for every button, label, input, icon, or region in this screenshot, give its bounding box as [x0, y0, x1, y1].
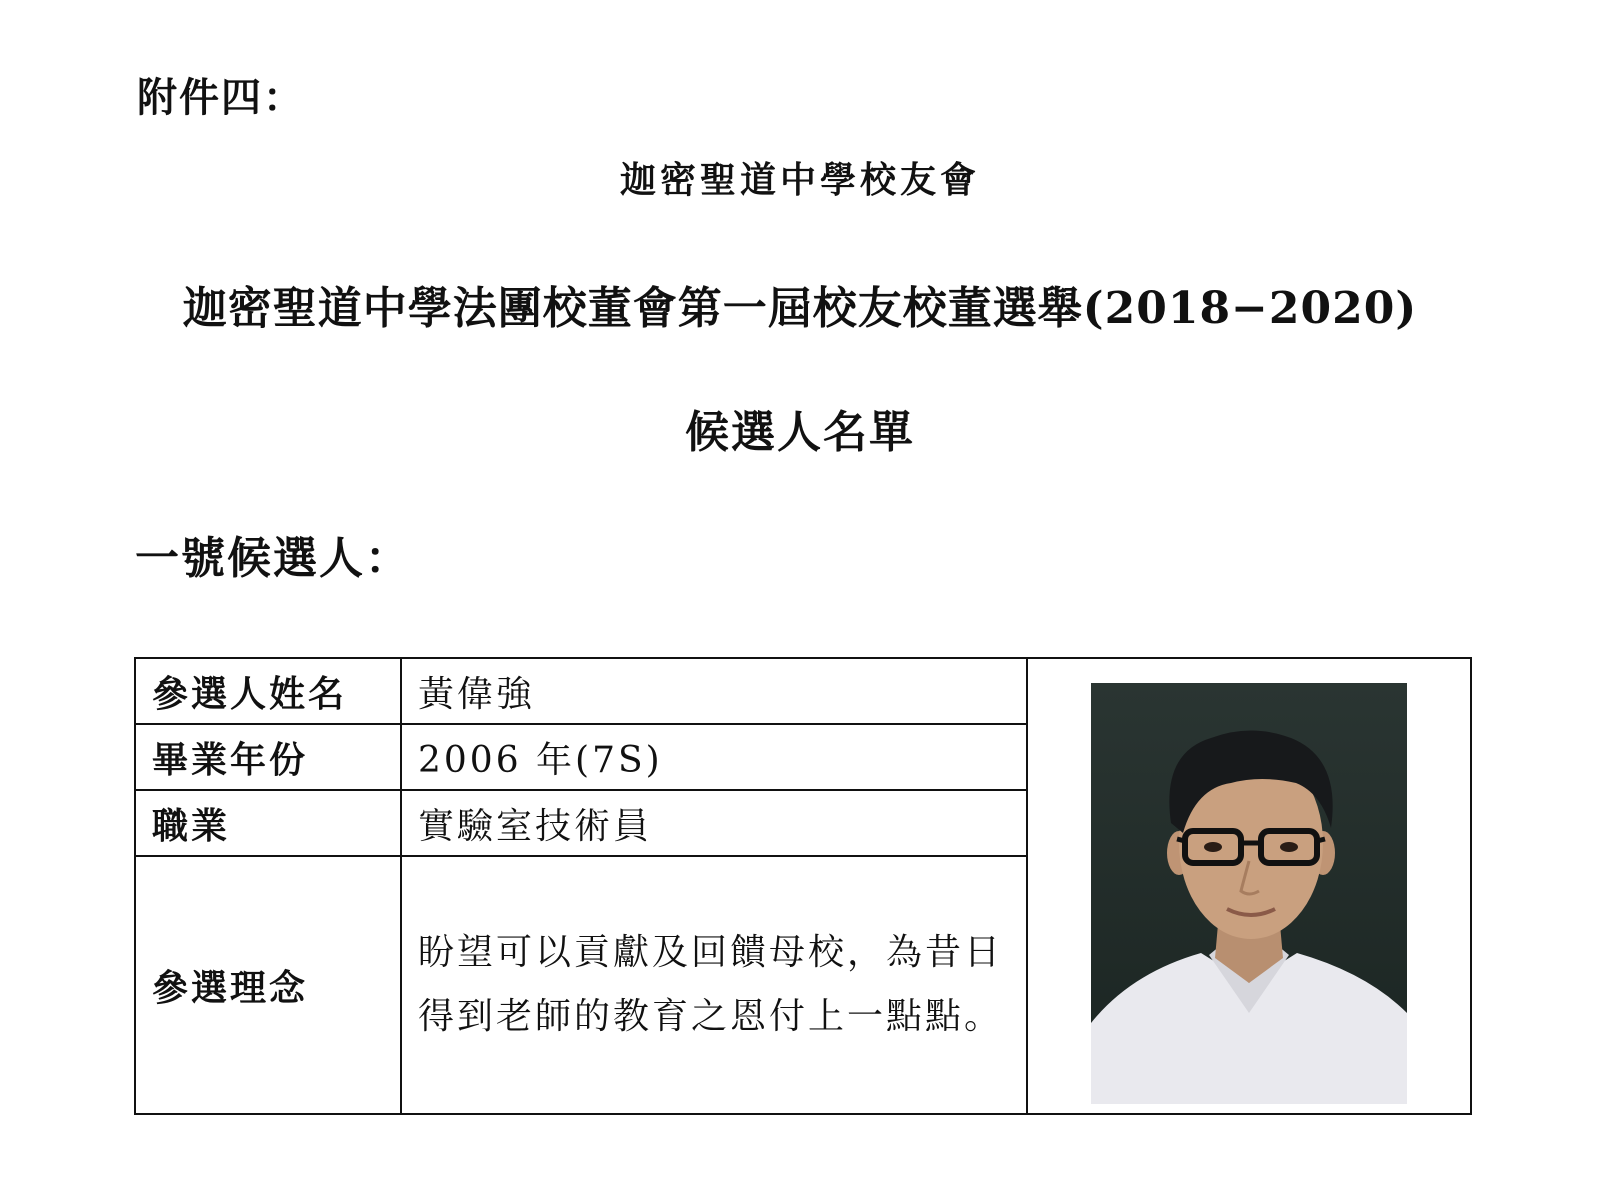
candidate-portrait-photo [1091, 683, 1407, 1104]
candidate-number-heading: 一號候選人： [135, 533, 411, 584]
photo-cell [1027, 658, 1471, 1114]
graduation-year-value: 2006 年(7S) [401, 724, 1027, 790]
occupation-label: 職業 [135, 790, 401, 856]
name-label: 參選人姓名 [135, 658, 401, 724]
name-value: 黃偉強 [401, 658, 1027, 724]
election-title: 迦密聖道中學法團校董會第一屆校友校董選舉(2018−2020) [182, 283, 1418, 334]
candidate-info-table [134, 657, 1472, 1115]
graduation-year-label: 畢業年份 [135, 724, 401, 790]
occupation-value: 實驗室技術員 [401, 790, 1027, 856]
table-row [135, 658, 1471, 724]
annex-label: 附件四： [137, 74, 305, 121]
election-concept-label: 參選理念 [135, 856, 401, 1114]
organization-name: 迦密聖道中學校友會 [619, 159, 980, 201]
election-concept-value: 盼望可以貢獻及回饋母校，為昔日得到老師的教育之恩付上一點點。 [401, 856, 1027, 1114]
candidate-list-title: 候選人名單 [685, 407, 915, 458]
